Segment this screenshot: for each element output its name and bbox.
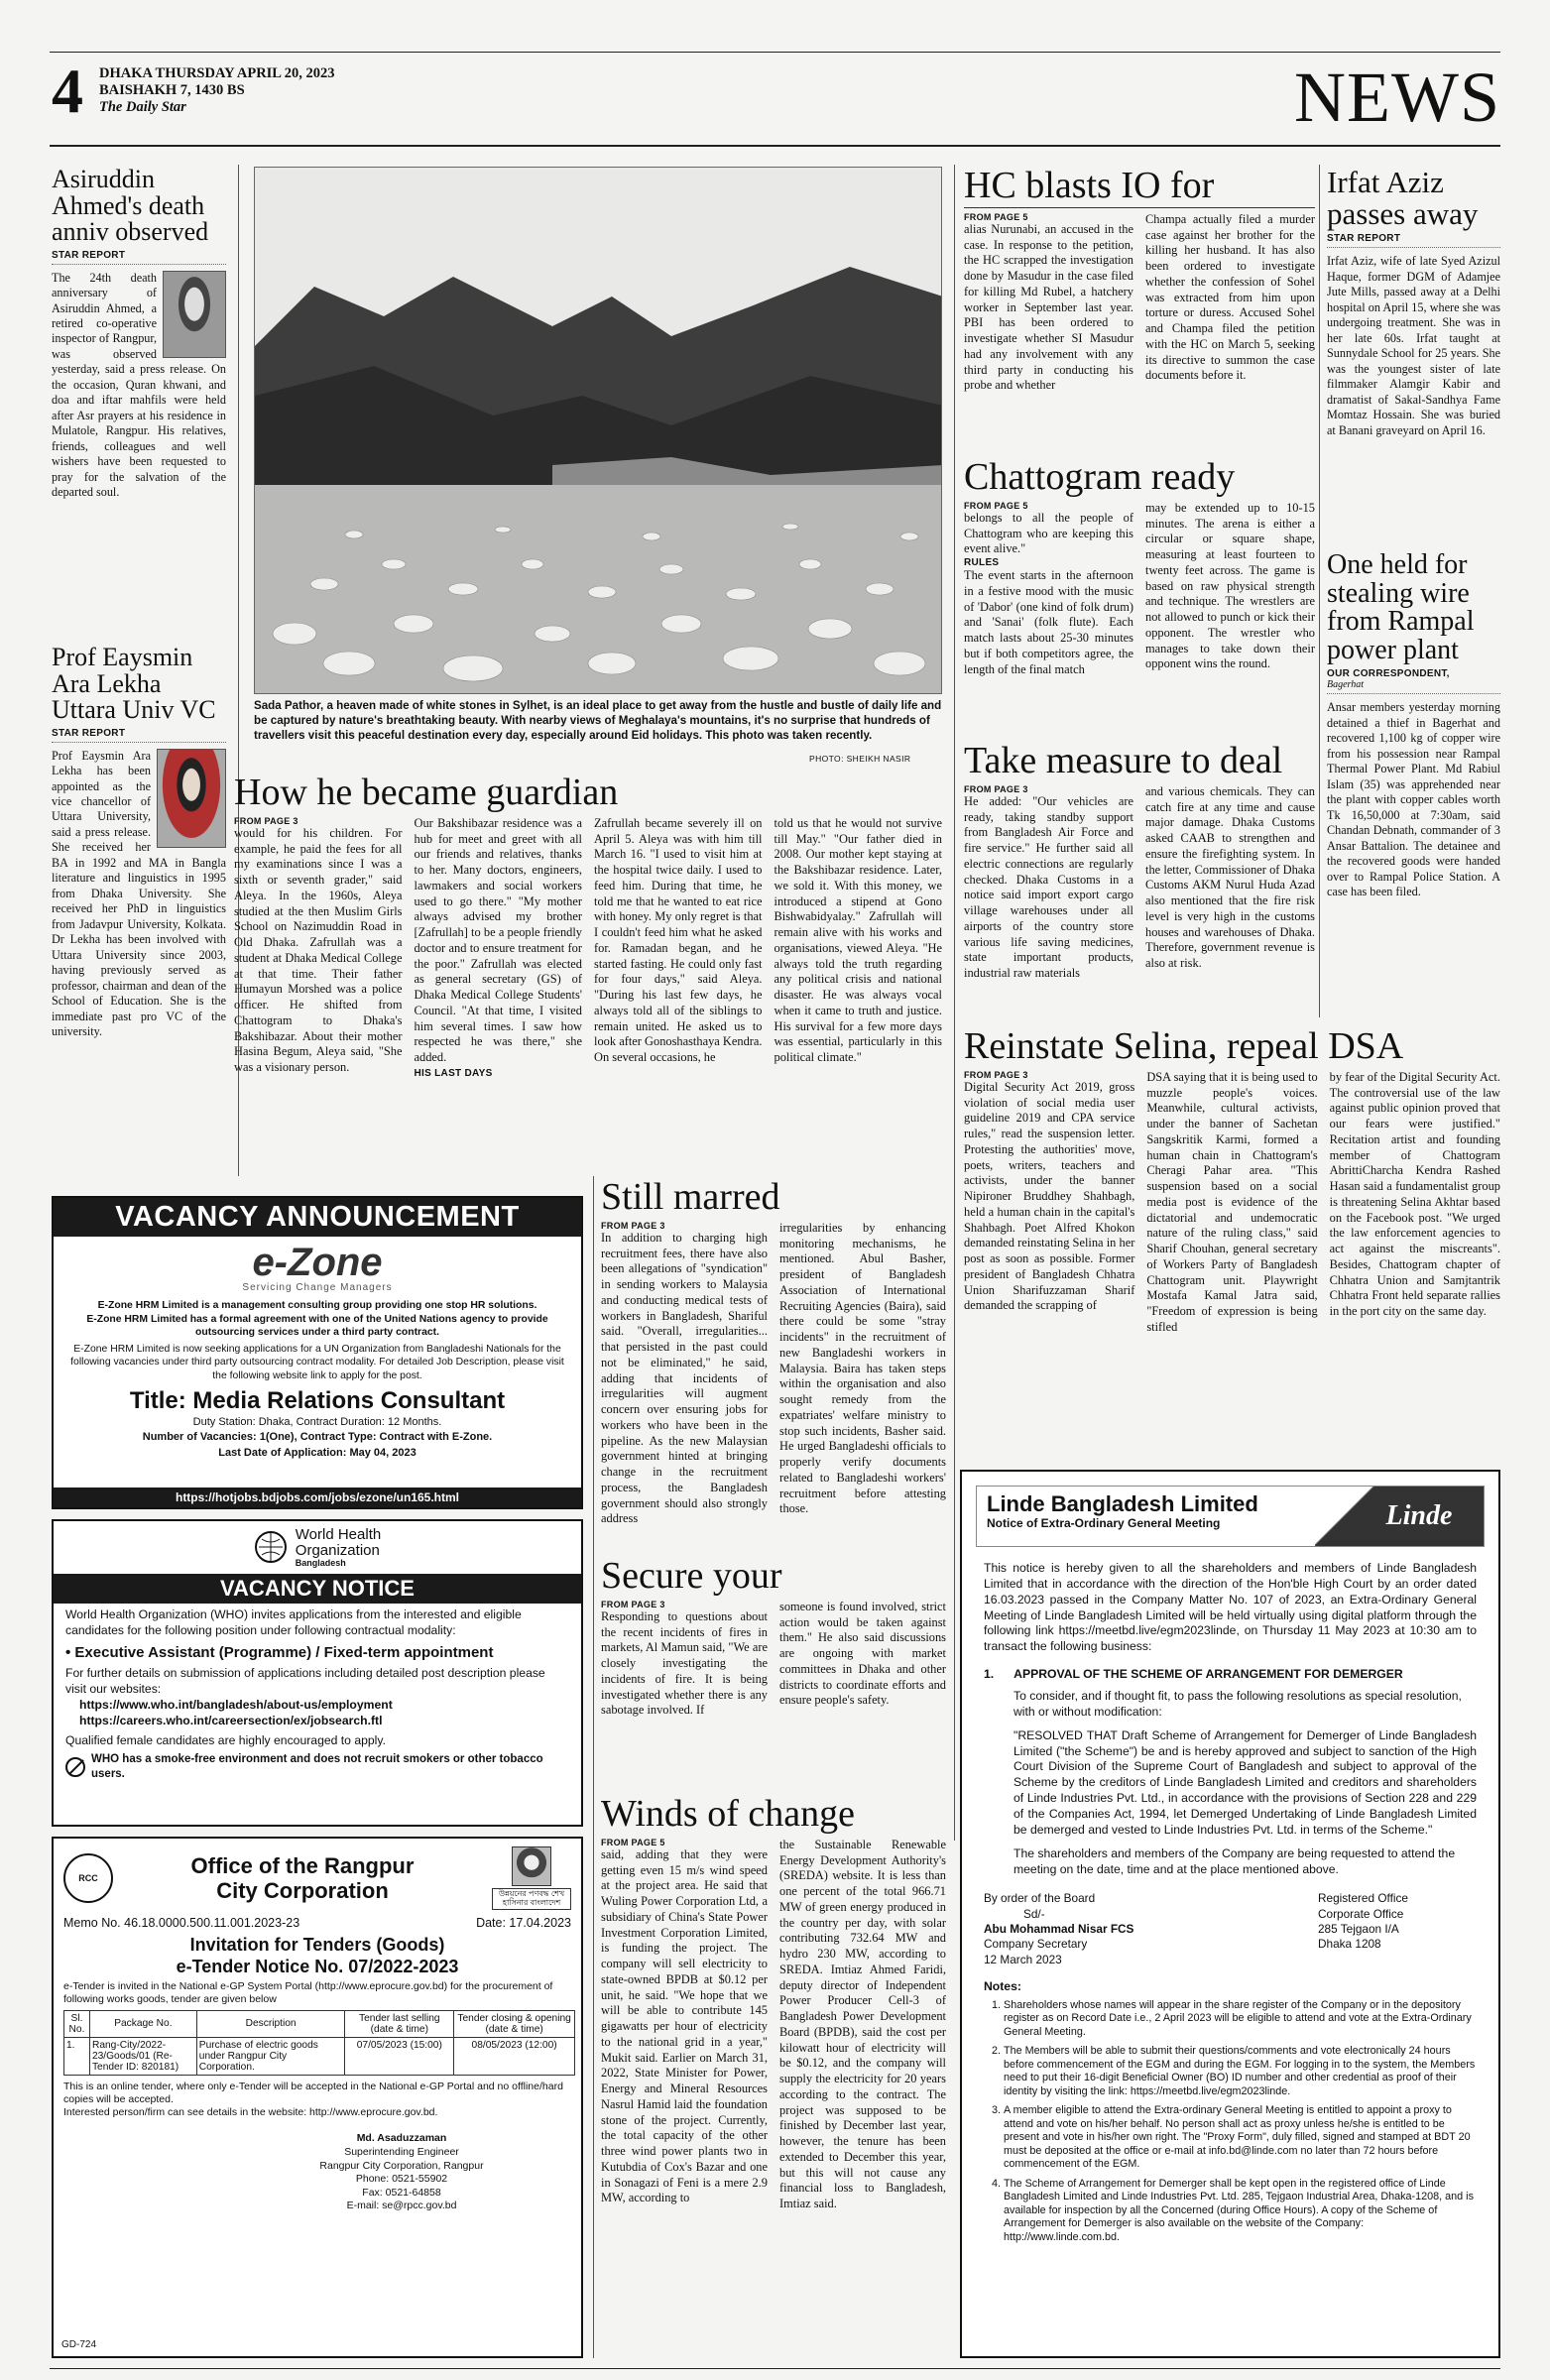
headline: Winds of change xyxy=(601,1793,855,1835)
table-header: Tender closing & opening (date & time) xyxy=(454,2010,575,2037)
headline: Prof Eaysmin Ara Lekha Uttara Univ VC xyxy=(52,643,216,725)
deadline: Last Date of Application: May 04, 2023 xyxy=(218,1446,417,1459)
url-employment[interactable]: https://www.who.int/bangladesh/about-us/employment xyxy=(79,1697,393,1712)
portrait-eaysmin xyxy=(157,749,226,848)
col-2: someone is found involved, strict action would be taken against them." He also said discussions are ongoing with market committees in Dhaka and other districts to coordinate efforts and ensure people's safety. xyxy=(779,1599,946,1708)
office-line: Registered Office xyxy=(1318,1891,1408,1906)
subhead: HIS LAST DAYS xyxy=(414,1067,493,1079)
table-cell: Purchase of electric goods under Rangpur City Corporation. xyxy=(196,2037,345,2075)
ezone-logo: e-Zone xyxy=(252,1241,383,1284)
sign-line: Abu Mohammad Nisar FCS xyxy=(984,1922,1134,1937)
body: Irfat Aziz, wife of late Syed Azizul Haque, former DGM of Adamjee Jute Mills, passed away at a Delhi hospital on April 15, where she was undergoing treatment. She was in her late 60s. Irfat taught at Sunnydale School for 25 years. She was the youngest sister of late filmmaker Alamgir Kabir and dramatist of Sakal-Sandhya Fame Momtaz Hossain. She was buried at Banani graveyard on April 16. xyxy=(1327,254,1500,437)
col-2: the Sustainable Renewable Energy Development Authority's (SREDA) website. It is less than one percent of the total 966.71 MW of green energy produced in the country per day, with solar contributing 732.64 MW and hydro 230 MW, according to SREDA. Imtiaz Ahmed Faridi, deputy director of Independent Power Producer Cell-3 of Bangladesh Power Development Board (BPDB), said the cost per kilowatt hour of electricity will be $0.12, and the company will supply the electricity for 20 years according to the contract. The project was supposed to be finished by December last year, however, the tenure has been extended to December this year, but this will not cause any financial loss to Bangladesh, Imtiaz said. xyxy=(779,1837,946,2210)
office-block xyxy=(1318,1891,1477,1967)
headline: Reinstate Selina, repeal DSA xyxy=(964,1025,1404,1067)
sign-line: Company Secretary xyxy=(984,1937,1088,1952)
bangla-date: BAISHAKH 7, 1430 BS xyxy=(99,82,245,99)
signer-org: Rangpur City Corporation, Rangpur xyxy=(319,2159,484,2172)
byline: STAR REPORT xyxy=(52,250,226,265)
col-1: Responding to questions about the recent incidents of fires in markets, Al Mamun said, "We are closely investigating the incidents of fire. It is being investigated whether there is any sabotage involved. If xyxy=(601,1608,768,1718)
url-careers[interactable]: https://careers.who.int/careersection/ex/jobsearch.ftl xyxy=(79,1713,383,1727)
memo-no: Memo No. 46.18.0000.500.11.001.2023-23 xyxy=(63,1915,300,1930)
note-item: 4. The Scheme of Arrangement for Demerger shall be kept open in the registered office of Linde Bangladesh Limited and Linde Industries Pvt. Ltd. 285, Tejgaon Industrial Area, Dhaka-1208, and is available for inspection by all the Concerned (during Office Hours). A copy of the Scheme of Arrangement for Demerger is also available on the website of the Company: http://www.linde.com.bd. xyxy=(1004,2178,1477,2244)
slogan-badge: উন্নয়নের পণবদ্ধ শেখ হাসিনার বাংলাদেশ xyxy=(492,1888,571,1910)
kicker: FROM PAGE 3 xyxy=(601,1599,665,1609)
sign-block xyxy=(984,1891,1133,1967)
ad-code: GD-724 xyxy=(61,2339,97,2350)
signer: Md. Asaduzzaman xyxy=(356,2132,447,2145)
marred-story xyxy=(601,1178,946,1527)
table-header: Sl. No. xyxy=(64,2010,90,2037)
title-2: e-Tender Notice No. 07/2022-2023 xyxy=(176,1957,459,1977)
title-1: Invitation for Tenders (Goods) xyxy=(189,1934,445,1955)
sada-pathor-photo xyxy=(254,167,942,694)
guardian-story xyxy=(234,774,942,1079)
table-cell: 07/05/2023 (15:00) xyxy=(345,2037,454,2075)
office-line: Dhaka 1208 xyxy=(1318,1937,1381,1952)
chattogram-story xyxy=(964,458,1315,677)
item-title: APPROVAL OF THE SCHEME OF ARRANGEMENT FOR DEMERGER xyxy=(1013,1667,1403,1682)
table-header: Package No. xyxy=(89,2010,196,2037)
note-item: 2. The Members will be able to submit their questions/comments and vote electronically 24 hours before commencement of the EGM and during the EGM. For logging in to the system, the Members need to put their 16-digit Beneficial Owner (BO) ID number and other credential as proof of their identity by visiting the link: https://meetbd.live/egm2023linde. xyxy=(1004,2045,1477,2098)
byline: OUR CORRESPONDENT, xyxy=(1327,668,1450,680)
sign-line: By order of the Board xyxy=(984,1891,1096,1906)
item-text: To consider, and if thought fit, to pass the following resolutions as special resolution, with or without modification: xyxy=(1013,1689,1462,1719)
note-1: This is an online tender, where only e-Tender will be accepted in the National e-GP Portal and no offline/hard copies will be accepted. xyxy=(63,2080,563,2105)
note-2[interactable]: Interested person/firm can see details in the website: http://www.eprocure.gov.bd. xyxy=(63,2106,438,2119)
notice-subtitle: Notice of Extra-Ordinary General Meeting xyxy=(987,1516,1221,1531)
headline: Still marred xyxy=(601,1176,780,1218)
headline: Irfat Aziz passes away xyxy=(1327,165,1479,231)
kicker: FROM PAGE 3 xyxy=(234,815,298,826)
office-line-2: City Corporation xyxy=(216,1877,389,1903)
body: The 24th death anniversary of Asiruddin Ahmed, a retired co-operative inspector of Rangpur, was observed yesterday, said a press release. On the occasion, Quran khwani, and doa and iftar mahfils were held after Asr prayers at his residence in Mulatole, Rangpur. His relatives, friends, colleagues and well wishers have been requested to pray for the salvation of the departed soul. xyxy=(52,270,226,500)
signer-email[interactable]: E-mail: se@rpcc.gov.bd xyxy=(346,2200,457,2212)
col-1: Digital Security Act 2019, gross violation of social media user guideline 2019 and CPA service rules," read the suspension letter. Protesting the authorities' move, poets, writers, teachers and activists, under the banner Nipironer Bruddhey Shahbagh, held a human chain in the capital's Shahbagh. Poet Alfred Khokon demanded reinstating Selina in her post as soon as possible. Former president of Bangladesh Chhatra Union Sharifuzzaman Sharif demanded the scrapping of xyxy=(964,1079,1135,1313)
photo-caption: Sada Pathor, a heaven made of white stones in Sylhet, is an ideal place to get away from the hustle and bustle of daily life and be captured by nature's breathtaking beauty. With nearby views of Meghalaya's mountains, it's no surprise that hundreds of travellers visit this peaceful destination every day, especially around Eid holidays. This photo was taken recently. xyxy=(254,699,942,743)
no-smoking-icon xyxy=(65,1757,85,1777)
signer-fax: Fax: 0521-64858 xyxy=(362,2186,441,2199)
intro-2: E-Zone HRM Limited has a formal agreement with one of the United Nations agency to provide outsourcing services under a third party contract. xyxy=(86,1313,548,1339)
body: Ansar members yesterday morning detained a thief in Bagerhat and recovered 1,100 kg of copper wire from his possession near Rampal Thermal Power Plant. Md Rabiul Islam (35) was apprehended near the plant with copper cables worth Tk 16,50,000 at 7:30am, said Chandan Debnath, commander of 3 Ansar Battalion. The detainee and the recovered goods were handed over to Rampal Police Station. A case has been filed. xyxy=(1327,700,1500,898)
signer-phone: Phone: 0521-55902 xyxy=(355,2173,448,2186)
headline: Asiruddin Ahmed's death anniv observed xyxy=(52,165,209,247)
asiruddin-story xyxy=(52,167,226,501)
details: For further details on submission of applications including detailed post description please visit our websites: xyxy=(65,1666,545,1697)
col-1: belongs to all the people of Chattogram who are keeping this event alive." xyxy=(964,510,1133,556)
requested: The shareholders and members of the Company are being requested to attend the meeting on the date, time and at the place mentioned above. xyxy=(1013,1845,1456,1876)
banner: VACANCY NOTICE xyxy=(54,1574,581,1604)
col-1b: The event starts in the afternoon in a festive mood with the music of 'Dabor' (one kind of folk drum) and 'Sanai' (folk flute). Each match lasts about 25-30 minutes but if both competitors agree, the length of the final match xyxy=(964,568,1133,676)
notes-title: Notes: xyxy=(984,1979,1021,1994)
col-2: and various chemicals. They can catch fire at any time and cause major damage. Dhaka Customs asked CAAB to strengthen and ensure the firefighting system. In the letter, Commissioner of Dhaka Customs AKM Nurul Huda Azad also mentioned that the fire risk level is very high in the customs houses and warehouses of Dhaka. Therefore, government revenue is also at risk. xyxy=(1145,783,1315,970)
sign-line: 12 March 2023 xyxy=(984,1952,1062,1966)
dateline: Bagerhat xyxy=(1327,679,1500,694)
dateline xyxy=(99,65,335,116)
table-cell: 1. xyxy=(64,2037,90,2075)
notes-list xyxy=(984,1999,1477,2244)
memo-date: Date: 17.04.2023 xyxy=(476,1915,571,1930)
rampal-story xyxy=(1327,551,1500,899)
company-name: Linde Bangladesh Limited xyxy=(987,1491,1258,1516)
duty-station: Duty Station: Dhaka, Contract Duration: 12 Months. xyxy=(192,1416,442,1429)
banner: VACANCY ANNOUNCEMENT xyxy=(54,1198,581,1237)
rangpur-tender xyxy=(52,1837,583,2358)
col-2: Champa actually filed a murder case against her brother for the killing her husband. It has also been ordered to investigate whether the confession of Sohel was extracted from him upon torture or duress. Accused Sohel and Champa filed the petition with the HC on March 5, seeking its directive to summon the case documents before it. xyxy=(1145,211,1315,383)
table-header: Description xyxy=(196,2010,345,2037)
col-2: irregularities by enhancing monitoring mechanisms, he mentioned. Abul Basher, president of Bangladesh Association of International Recruiting Agencies (Baira), said there could be some "stray incidents" in the recruitment of new Bangladeshi workers in Malaysia. Baira has taken steps within the organisation and also sought remedy from the expatriates' welfare ministry to stop such incidents, Basher said. He urged Bangladeshi officials to properly verify documents related to Bangladeshi workers' recruitment before attesting those. xyxy=(779,1220,946,1516)
item-no: 1. xyxy=(984,1667,995,1682)
landscape-image xyxy=(255,168,942,694)
who-emblem-icon xyxy=(254,1530,288,1564)
col-2: DSA saying that it is being used to muzzle people's voices. Meanwhile, cultural activists, under the banner of Sachetan Sangskritik Karmi, formed a human chain in Chattogram's Cheragi Pahar area. "This suspension based on a social media post is evidence of the dictatorial and undemocratic nature of the ruling class," said Sharif Chouhan, general secretary of Workers Party of Bangladesh Chattogram unit. Playwright Mostafa Kamal Jatra said, "Freedom of expression is being stifled xyxy=(1146,1069,1318,1334)
col-1: He added: "Our vehicles are ready, taking standby support from Bangladesh Air Force and fire service." He further said all electric connections are regularly checked. Dhaka Customs in a notice said import export cargo village warehouses under all airports of the country store various life saving medicines, state important products, industrial raw materials xyxy=(964,793,1133,980)
vacancies: Number of Vacancies: 1(One), Contract Type: Contract with E-Zone. xyxy=(142,1431,493,1444)
pm-portrait xyxy=(512,1846,551,1886)
secure-story xyxy=(601,1557,946,1719)
col-4: told us that he would not survive till May." "Our father died in 2008. Our mother kept staying at the Bakshibazar residence. Later, we sold it. With this money, we introduced a stipend at Gono Bishwabidyalay." Zafrullah will remain alive with his works and organisations, viewed Aleya. "He always told the truth regarding any political crisis and national disaster. He was always vocal when it came to truth and justice. His survival for a few more days was essential, particularly in this political climate." xyxy=(774,815,942,1064)
office-line-1: Office of the Rangpur xyxy=(190,1852,415,1878)
intro: e-Tender is invited in the National e-GP System Portal (http://www.eprocure.gov.bd) for the procurement of following works goods, tender are given below xyxy=(63,1979,553,2005)
col-1: said, adding that they were getting even 15 m/s wind speed at the project area. He said that Wuling Power Corporation Ltd, a subsidiary of China's State Power Investment Corporation Limited, is funding the project. The company will sell electricity to state-owned BPDB at $0.12 per unit, he said. "We hope that we will be able to contribute 145 gigawatts per hour of electricity to the national grid in a year," Mukit said. Earlier on March 31, 2022, State Minister for Power, Energy and Mineral Resources Nasrul Hamid laid the foundation stone of the project. Currently, the total capacity of the other three wind power plants two in Kutubdia of Cox's Bazar and one in Sonagazi of Feni is a mere 2.9 MW, according to xyxy=(601,1846,768,2205)
linde-logo xyxy=(1315,1487,1484,1546)
qualified: Qualified female candidates are highly encouraged to apply. xyxy=(65,1732,386,1747)
kicker: FROM PAGE 3 xyxy=(601,1220,665,1231)
byline: STAR REPORT xyxy=(1327,233,1500,248)
org-line-3: Bangladesh xyxy=(295,1557,346,1568)
intro-3: E-Zone HRM Limited is now seeking applications for a UN Organization from Bangladeshi Nationals for the following vacancies under third party outsourcing contract modality. For detailed Job Description, please visit the following website link to apply for the post. xyxy=(70,1343,564,1381)
table-cell: Rang-City/2022-23/Goods/01 (Re-Tender ID: 820181) xyxy=(89,2037,196,2075)
col-2: Our Bakshibazar residence was a hub for meet and greet with all our friends and relatives, thanks to her. Many doctors, engineers, lawmakers and social workers used to go there." "My mother always advised my brother [Zafrullah] to be a people friendly doctor and to ensure treatment for the poor." Zafrullah was elected as general secretary (GS) of Dhaka Medical College Students' Council. "At that time, I visited him several times. I saw how respected he was there," she added. xyxy=(414,815,582,1064)
who-ad xyxy=(52,1519,583,1827)
kicker: FROM PAGE 5 xyxy=(601,1837,665,1847)
job-title: Title: Media Relations Consultant xyxy=(129,1387,506,1415)
hc-story xyxy=(964,167,1315,394)
headline: Chattogram ready xyxy=(964,456,1236,498)
table-header: Tender last selling (date & time) xyxy=(345,2010,454,2037)
headline: One held for stealing wire from Rampal power plant xyxy=(1327,549,1475,665)
section-title: NEWS xyxy=(1294,58,1500,137)
tender-table xyxy=(63,2010,575,2076)
col-3: Zafrullah became severely ill on April 5. Aleya was with him till March 16. "I used to visit him at the hospital twice daily. I used to feed him. During that time, he told me that he wanted to eat rice with honey. My only regret is that I couldn't feed him what he asked for. Ramadan began, and he started fasting. He could only fast for four days," said Aleya. "During his last few days, he always told all of the siblings to remain united. He asked us to look after Gonoshasthaya Kendra. On several occasions, he xyxy=(594,815,763,1064)
irfat-story xyxy=(1327,167,1500,438)
logo-text: Linde xyxy=(1385,1500,1453,1531)
subhead: RULES xyxy=(964,557,1000,568)
office-line: 285 Tejgaon I/A xyxy=(1318,1922,1399,1937)
resolution: "RESOLVED THAT Draft Scheme of Arrangement for Demerger of Linde Bangladesh Limited ("the Scheme") be and is hereby approved and subject to sanction of the High Court Division of the Supreme Court of Bangladesh and subject to approval of the Scheme by the creditors of Linde Bangladesh Limited and creditors and shareholders of Linde Industries Pvt. Ltd., in accordance with the provisions of Section 228 and 229 of the Companies Act, 1994, let Demerged Undertaking of Linde Bangladesh Limited be demerged and vested to Linde Industries Pvt. Ltd. in terms of the Scheme." xyxy=(1013,1727,1477,1837)
headline: Secure your xyxy=(601,1555,782,1597)
headline: Take measure to deal xyxy=(964,740,1283,781)
logo-tagline: Servicing Change Managers xyxy=(242,1282,393,1293)
paper-name: The Daily Star xyxy=(99,99,186,116)
byline: STAR REPORT xyxy=(52,728,226,743)
position: • Executive Assistant (Programme) / Fixed-term appointment xyxy=(65,1643,494,1661)
signer-title: Superintending Engineer xyxy=(344,2145,459,2158)
linde-notice xyxy=(960,1470,1500,2358)
note-item: 3. A member eligible to attend the Extra-ordinary General Meeting is entitled to appoint a proxy to attend and vote on his/her behalf. No person shall act as proxy unless he/she is entitled to be present and vote in his/her own right. The "Proxy Form", duly filled, signed and stamped at BDT 20 must be deposited at the office or e-mail at info.bd@linde.com no later than 72 hours before commencement of the EGM. xyxy=(1004,2104,1477,2171)
note-item: 1. Shareholders whose names will appear in the share register of the Company or in the depository register as on Record Date i.e., 2 April 2023 will be eligible to attend and vote at the Extra-Ordinary General Meeting. xyxy=(1004,1999,1477,2039)
selina-story xyxy=(964,1027,1500,1336)
org-line-2: Organization xyxy=(295,1541,380,1559)
smoke-free: WHO has a smoke-free environment and does not recruit smokers or other tobacco users. xyxy=(91,1753,543,1781)
ezone-ad xyxy=(52,1196,583,1509)
page-number: 4 xyxy=(52,56,83,126)
body: Prof Eaysmin Ara Lekha has been appointed as the vice chancellor of Uttara University, said a press release. She received her BA in 1992 and MA in Bangla literature and linguistics in 1995 from Dhaka University. She received her PhD in linguistics from Jadavpur University, Kolkata. Dr Lekha has been involved with Uttara University since 2003, having previously served as professor, chairman and dean of the School of Education. She is the immediate past pro VC of the university. xyxy=(52,748,226,1039)
col-1: In addition to charging high recruitment fees, there have also been allegations of "syndication" in sending workers to Malaysia and conducting medical tests of workers in Bangladesh, Shariful said. "Overall, irregularities... that persisted in the past could not be eliminated," he said, adding that incidents of irregularities will augment concern over ensuring jobs for workers who have been in the pipeline. As the new Malaysian government hinted at bringing change in the recruitment process, the Bangladesh government should also strongly address xyxy=(601,1230,768,1526)
rcc-seal-icon: RCC xyxy=(63,1853,113,1903)
winds-story xyxy=(601,1795,946,2212)
photo-credit: PHOTO: SHEIKH NASIR xyxy=(809,754,911,764)
col-1: would for his children. For example, he paid the fees for all my examinations since I was a sixth or seventh grader," said Aleya. In the 1960s, Aleya studied at the then Muslim Girls School on Nazimuddin Road in Old Dhaka. Zafrullah was a student at Dhaka Medical College at that time. Their father Humayun Morshed was a police officer. He shifted from Chattogram to Dhaka's Bakshibazar. About their mother Hasina Begum, Aleya said, "She was a visionary person. xyxy=(234,825,403,1074)
office-line: Corporate Office xyxy=(1318,1906,1404,1921)
kicker: FROM PAGE 3 xyxy=(964,1069,1028,1080)
intro: World Health Organization (WHO) invites applications from the interested and eligible candidates for the following position under following contractual modality: xyxy=(65,1606,522,1637)
date: DHAKA THURSDAY APRIL 20, 2023 xyxy=(99,65,335,81)
org-line-1: World Health xyxy=(295,1526,382,1543)
kicker: FROM PAGE 5 xyxy=(964,211,1028,222)
measure-story xyxy=(964,742,1315,982)
sign-line: Sd/- xyxy=(1023,1906,1045,1921)
intro-1: E-Zone HRM Limited is a management consulting group providing one stop HR solutions. xyxy=(97,1300,537,1311)
eaysmin-story xyxy=(52,645,226,1040)
table-cell: 08/05/2023 (12:00) xyxy=(454,2037,575,2075)
apply-link[interactable]: https://hotjobs.bdjobs.com/jobs/ezone/un165.html xyxy=(54,1488,581,1507)
portrait-asiruddin xyxy=(163,271,226,358)
col-3: by fear of the Digital Security Act. The controversial use of the law against public opinion proved that our fears were justified." Recitation artist and founding member of Chattogram AbrittiCharcha Kendra Rashed Hasan said a fundamentalist group is threatening Selina Akhtar based on the Facebook post. "We urged the law enforcement agencies to act against the miscreants". Besides, Chattogram chapter of Chhatra Union and Samjtantrik Chhatra Front held separate rallies in the port city on the same day. xyxy=(1329,1069,1500,1318)
kicker: FROM PAGE 5 xyxy=(964,500,1028,511)
headline: HC blasts IO for xyxy=(964,167,1315,208)
intro: This notice is hereby given to all the shareholders and members of Linde Bangladesh Limited that in accordance with the direction of the Hon'ble High Court by an order dated 16.03.2023 passed in the Company Matter No. 107 of 2023, an Extra-Ordinary General Meeting of Linde Bangladesh Limited will be held virtually using digital platform through the following link https://meetbd.live/egm2023linde, on Thursday 11 May 2023 at 10:30 am to transact the following business: xyxy=(984,1561,1477,1654)
col-1: alias Nurunabi, an accused in the case. In response to the petition, the HC scrapped the investigation done by Masudur in the case filed for killing Md Rubel, a hatchery worker in September last year. PBI has been ordered to investigate whether SI Masudur had any involvement with any third party in conducting his probe and whether xyxy=(964,221,1133,393)
col-2: may be extended up to 10-15 minutes. The arena is either a circular or square shape, measuring at least fourteen to twenty feet across. The game is based on raw physical strength and technique. The wrestlers are not allowed to punch or kick their opponent. The wrestler who manages to take down their opponent wins the round. xyxy=(1145,500,1315,671)
headline: How he became guardian xyxy=(234,772,619,813)
kicker: FROM PAGE 3 xyxy=(964,783,1028,794)
